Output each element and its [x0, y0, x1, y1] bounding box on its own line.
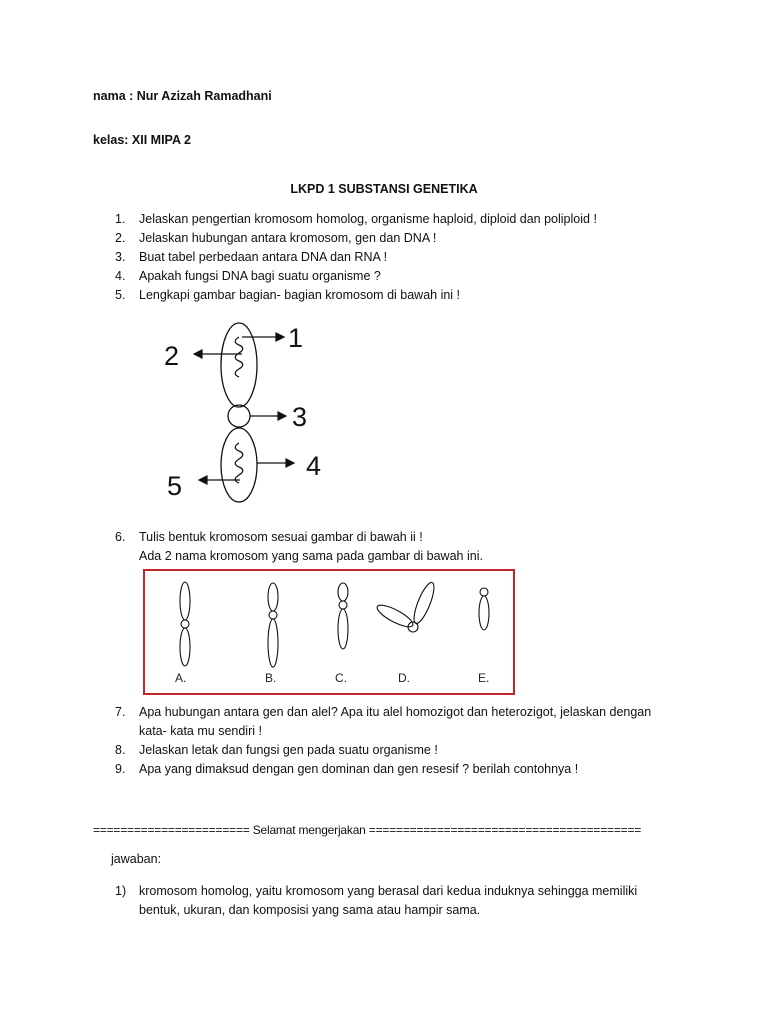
chromosome-lower-arm	[221, 428, 257, 502]
answer-number: 1)	[115, 884, 127, 898]
chromosome-a	[180, 582, 190, 666]
question-number: 5.	[115, 288, 126, 302]
arrowhead-5	[199, 476, 207, 484]
diagram-label-1: 1	[288, 323, 304, 353]
chromosome-upper-arm	[221, 323, 257, 407]
arrowhead-1	[276, 333, 284, 341]
diagram-label-5: 5	[167, 471, 183, 501]
chromosome-parts-diagram	[150, 315, 350, 505]
question-text: Tulis bentuk kromosom sesuai gambar di bawah ii !	[139, 530, 423, 544]
question-text: Apakah fungsi DNA bagi suatu organisme ?	[139, 269, 381, 283]
question-text: Lengkapi gambar bagian- bagian kromosom di bawah ini !	[139, 288, 461, 302]
student-name: nama : Nur Azizah Ramadhani	[93, 89, 272, 103]
arrowhead-3	[278, 412, 286, 420]
chromosome-label-c: C.	[335, 671, 347, 685]
student-class: kelas: XII MIPA 2	[93, 133, 191, 147]
question-number: 8.	[115, 743, 126, 757]
separator-line: ======================= Selamat mengerjakan ========================================	[93, 823, 642, 837]
question-text: Apa hubungan antara gen dan alel? Apa itu alel homozigot dan heterozigot, jelaskan dengan	[139, 705, 652, 719]
chromosome-types-figure	[145, 571, 513, 693]
question-number: 3.	[115, 250, 126, 264]
question-text: Apa yang dimaksud dengan gen dominan dan gen resesif ? berilah contohnya !	[139, 762, 579, 776]
worksheet-title: LKPD 1 SUBSTANSI GENETIKA	[290, 182, 478, 196]
diagram-label-4: 4	[306, 451, 322, 481]
chromosome-label-a: A.	[175, 671, 187, 685]
chromosome-d	[375, 580, 438, 632]
question-number: 1.	[115, 212, 126, 226]
question-text-line-2: kata- kata mu sendiri !	[139, 724, 262, 738]
chromosome-c	[338, 583, 348, 649]
question-number: 2.	[115, 231, 126, 245]
answers-heading: jawaban:	[111, 852, 162, 866]
chromosome-label-e: E.	[478, 671, 490, 685]
answer-text-line-2: bentuk, ukuran, dan komposisi yang sama atau hampir sama.	[139, 903, 481, 917]
question-number: 6.	[115, 530, 126, 544]
question-text: Jelaskan pengertian kromosom homolog, organisme haploid, diploid dan poliploid !	[139, 212, 597, 226]
chromatin-coil-lower	[235, 443, 243, 483]
answer-text: kromosom homolog, yaitu kromosom yang berasal dari kedua induknya sehingga memiliki	[139, 884, 638, 898]
question-text: Jelaskan hubungan antara kromosom, gen dan DNA !	[139, 231, 437, 245]
chromosome-e	[479, 588, 489, 630]
question-text: Jelaskan letak dan fungsi gen pada suatu organisme !	[139, 743, 438, 757]
diagram-label-3: 3	[292, 402, 308, 432]
diagram-label-2: 2	[164, 341, 180, 371]
question-text-line-2: Ada 2 nama kromosom yang sama pada gambar di bawah ini.	[139, 549, 483, 563]
question-text: Buat tabel perbedaan antara DNA dan RNA !	[139, 250, 388, 264]
arrowhead-2	[194, 350, 202, 358]
question-number: 9.	[115, 762, 126, 776]
chromosome-b	[268, 583, 278, 667]
chromatin-coil-upper	[235, 337, 243, 377]
question-number: 4.	[115, 269, 126, 283]
chromosome-label-d: D.	[398, 671, 410, 685]
arrowhead-4	[286, 459, 294, 467]
chromosome-label-b: B.	[265, 671, 277, 685]
centromere-circle	[228, 405, 250, 427]
question-number: 7.	[115, 705, 126, 719]
